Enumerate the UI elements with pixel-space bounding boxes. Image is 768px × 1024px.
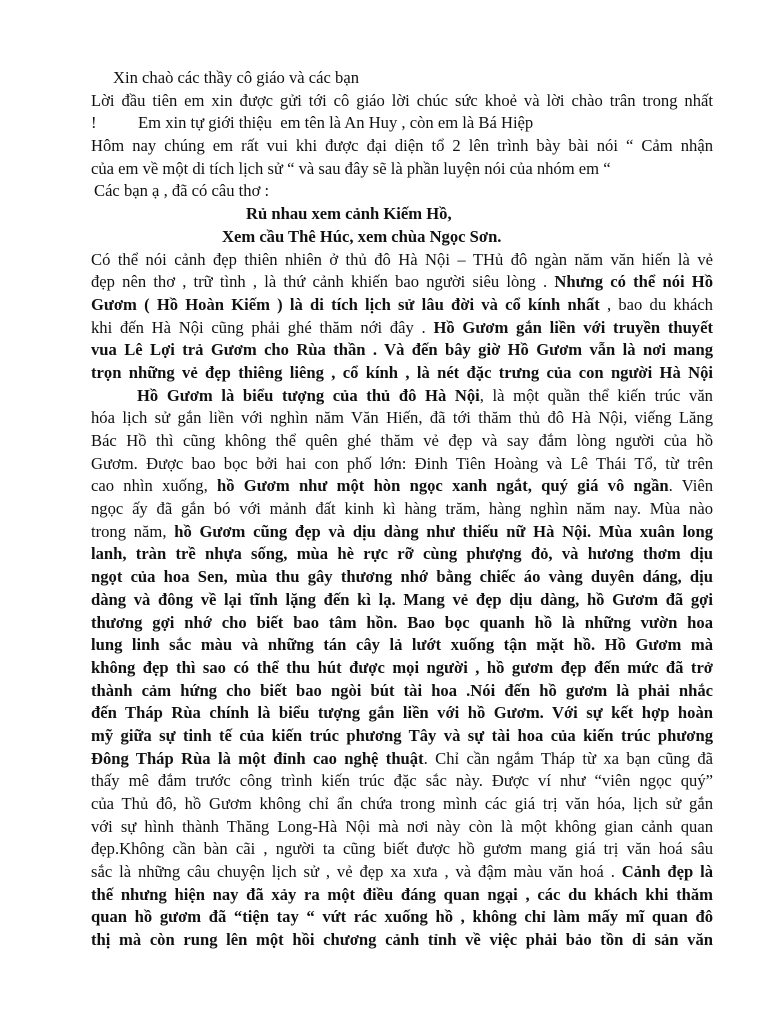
text-line <box>91 680 713 703</box>
text-line <box>91 725 713 748</box>
bold-text-run: lanh, tràn trề nhựa sống, mùa hè rực rỡ cùng phượng đỏ, và hương thơm dịu <box>91 544 713 564</box>
text-line <box>91 385 713 408</box>
text-line <box>91 566 713 589</box>
bold-text-run: hồ Gươm cũng đẹp và dịu dàng như thiếu nữ Hà Nội. Mùa xuân long <box>174 521 714 541</box>
text-line <box>91 249 713 272</box>
text-line <box>91 884 713 907</box>
text-line <box>91 521 713 544</box>
text-line <box>91 90 713 113</box>
text-line <box>91 634 713 657</box>
text-run: hóa lịch sử gắn liền với nghìn năm Văn Hiến, đã tới thăm thủ đô Hà Nội, viếng Lăng <box>91 408 713 428</box>
text-line <box>91 906 713 929</box>
text-line <box>91 67 713 90</box>
text-line <box>91 861 713 884</box>
bold-text-run: không đẹp thì sao có thể thu hút được mọi người , hồ gươm đẹp đến mức đã trở <box>91 657 713 677</box>
text-run: Hôm nay chúng em rất vui khi được đại diện tổ 2 lên trình bày bài nói “ Cảm nhận <box>91 136 713 156</box>
text-run: , bao du khách <box>599 294 713 314</box>
text-line <box>91 271 713 294</box>
bold-text-run: dàng và đông về lại tĩnh lặng đến kì lạ. Mang vẻ đẹp dịu dàng, hồ Gươm đã gợi <box>91 589 713 609</box>
bold-text-run: hồ Gươm như một hòn ngọc xanh ngắt, quý giá vô ngần <box>217 476 669 496</box>
text-line <box>91 657 713 680</box>
text-line <box>91 339 713 362</box>
text-line <box>91 475 713 498</box>
text-line <box>91 702 713 725</box>
bold-text-run: Cảnh đẹp là <box>621 862 714 882</box>
text-run: đẹp.Không cần bàn cãi , người ta cũng biết được hồ gươm mang giá trị văn hoá sâu <box>91 839 713 859</box>
text-run: của em về một di tích lịch sử “ và sau đây sẽ là phần luyện nói của nhóm em “ <box>91 158 611 178</box>
text-line <box>91 929 713 952</box>
text-run: Gươm. Được bao bọc bởi hai con phố lớn: Đinh Tiên Hoàng và Lê Thái Tổ, từ trên <box>91 453 713 473</box>
text-run: Bác Hồ thì cũng không thể quên ghé thăm vẻ đẹp và say đắm lòng người của hồ <box>91 431 713 450</box>
text-line <box>91 135 713 158</box>
text-run: Lời đầu tiên em xin được gửi tới cô giáo lời chúc sức khoẻ và lời chào trân trong nhất <box>91 90 713 110</box>
text-run: Các bạn ạ , đã có câu thơ : <box>94 181 270 201</box>
text-run: sắc là những câu chuyện lịch sử , vẻ đẹp xa xưa , và đậm màu văn hoá . <box>91 862 622 882</box>
text-line <box>91 589 713 612</box>
bold-text-run: thế nhưng hiện nay đã xảy ra một điều đáng quan ngại , các du khách khi thăm <box>91 884 713 904</box>
text-line <box>91 203 713 226</box>
text-line <box>91 226 713 249</box>
bold-text-run: quan hồ gươm đã “tiện tay “ vứt rác xuống hồ , không chỉ làm mấy mĩ quan đô <box>91 907 713 927</box>
text-run: ! Em xin tự giới thiệu em tên là An Huy , còn em là Bá Hiệp <box>91 113 534 133</box>
text-run: khi đến Hà Nội cũng phải ghé thăm nới đây . <box>91 317 434 337</box>
bold-text-run: thành cảm hứng cho biết bao ngòi bút tài hoa .Nói đến hồ gươm là phải nhắc <box>91 680 713 700</box>
text-run: cao nhìn xuống, <box>91 476 217 496</box>
text-line <box>91 362 713 385</box>
bold-text-run: Nhưng có thể nói Hồ <box>554 272 713 292</box>
text-run: ngọc ấy đã gắn bó với mảnh đất kinh kì hàng trăm, hàng nghìn năm nay. Mùa nào <box>91 499 713 519</box>
text-line <box>91 158 713 181</box>
bold-text-run: mỹ giữa sự tinh tế của kiến trúc phương Tây và sự tài hoa của kiến trúc phương <box>91 725 713 745</box>
text-line <box>91 770 713 793</box>
bold-text-run: ngọt của hoa Sen, mùa thu gây thương nhớ bằng chiếc áo vàng duyên dáng, dịu <box>91 567 713 587</box>
text-run: . Viên <box>668 476 713 496</box>
bold-text-run: Xem cầu Thê Húc, xem chùa Ngọc Sơn. <box>222 226 502 246</box>
document-body <box>91 67 713 952</box>
bold-text-run: Hồ Gươm gắn liền với truyền thuyết <box>433 317 713 337</box>
bold-text-run: Hồ Gươm là biểu tượng của thủ đô Hà Nội <box>137 385 480 405</box>
text-line <box>91 838 713 861</box>
bold-text-run: đến Tháp Rùa chính là biểu tượng gắn liền với hồ Gươm. Với sự kết hợp hoàn <box>91 703 713 723</box>
text-run: với sự hình thành Thăng Long-Hà Nội mà nơi này còn là một không gian cảnh quan <box>91 816 713 836</box>
text-run: Xin chaò các thầy cô giáo và các bạn <box>113 68 360 87</box>
text-line <box>91 317 713 340</box>
text-run: Có thể nói cảnh đẹp thiên nhiên ở thủ đô Hà Nội – THủ đô ngàn năm văn hiến là vẻ <box>91 249 713 269</box>
text-run: của Thủ đô, hồ Gươm không chỉ ẩn chứa trong mình các giá trị văn hóa, lịch sử gắn <box>91 794 713 813</box>
bold-text-run: lung linh sắc màu và những tán cây lả lướt xuống tận mặt hồ. Hồ Gươm mà <box>91 635 713 655</box>
text-line <box>91 180 713 203</box>
bold-text-run: thương gợi nhớ cho biết bao tâm hồn. Bao bọc quanh hồ là những vườn hoa <box>91 612 713 632</box>
bold-text-run: vua Lê Lợi trả Gươm cho Rùa thần . Và đến bây giờ Hồ Gươm vẫn là nơi mang <box>91 340 713 360</box>
text-run: thấy mê đắm trước công trình kiến trúc đặc sắc này. Được ví như “viên ngọc quý” <box>91 771 713 791</box>
text-line <box>91 453 713 476</box>
text-line <box>91 748 713 771</box>
text-line <box>91 498 713 521</box>
text-run: trong năm, <box>91 521 175 541</box>
text-line <box>91 612 713 635</box>
text-line <box>91 793 713 816</box>
bold-text-run: thị mà còn rung lên một hồi chương cảnh tỉnh về việc phải bảo tồn di sản văn <box>91 930 713 950</box>
text-line <box>91 816 713 839</box>
text-run: đẹp nên thơ , trữ tình , là thứ cảnh khiến bao người siêu lòng . <box>91 272 555 292</box>
bold-text-run: Đông Tháp Rùa là một đỉnh cao nghệ thuật <box>91 748 424 768</box>
bold-text-run: trọn những vẻ đẹp thiêng liêng , cổ kính , là nét đặc trưng của con người Hà Nội <box>91 362 713 382</box>
bold-text-run: Gươm ( Hồ Hoàn Kiếm ) là di tích lịch sử lâu đời và cổ kính nhất <box>91 294 600 314</box>
text-line <box>91 407 713 430</box>
text-line <box>91 112 713 135</box>
text-run: . Chỉ cần ngắm Tháp từ xa bạn cũng đã <box>423 748 713 768</box>
bold-text-run: Rủ nhau xem cảnh Kiếm Hồ, <box>246 204 452 224</box>
text-line <box>91 430 713 453</box>
text-line <box>91 294 713 317</box>
text-line <box>91 543 713 566</box>
text-run: , là một quần thể kiến trúc văn <box>479 385 713 405</box>
